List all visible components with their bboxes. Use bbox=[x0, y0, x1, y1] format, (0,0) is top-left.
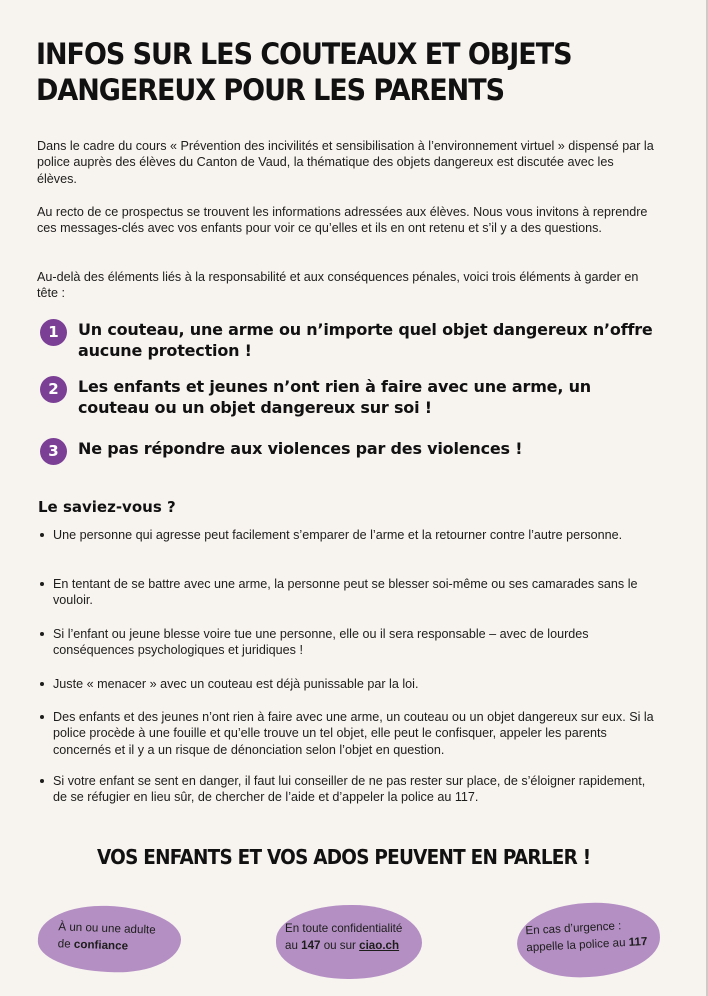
ciao-link[interactable]: ciao.ch bbox=[359, 939, 400, 952]
bubble-line: En cas d’urgence : bbox=[525, 919, 622, 938]
list-item-text: En tentant de se battre avec une arme, la personne peut se blesser soi-même ou ses camarades sans le vouloir. bbox=[53, 577, 638, 608]
bubble-confidential bbox=[276, 905, 422, 979]
bubble-text: appelle la police au bbox=[525, 935, 630, 955]
bubble-line: En toute confidentialité bbox=[285, 922, 403, 935]
bubble-text: au bbox=[285, 939, 302, 952]
cta-heading: VOS ENFANTS ET VOS ADOS PEUVENT EN PARLER ! bbox=[97, 845, 591, 869]
list-item-text: Juste « menacer » avec un couteau est déjà punissable par la loi. bbox=[53, 677, 419, 691]
list-item-text: Une personne qui agresse peut facilement s’emparer de l’arme et la retourner contre l’autre personne. bbox=[53, 528, 623, 542]
number-badge-2: 2 bbox=[40, 376, 67, 403]
bubble-trusted-adult bbox=[37, 904, 182, 975]
list-item bbox=[38, 773, 658, 806]
bubble-text: de bbox=[57, 937, 75, 951]
bullet-icon bbox=[40, 682, 44, 686]
intro-paragraph-2: Au recto de ce prospectus se trouvent les informations adressées aux élèves. Nous vous invitons à reprendre ces messages-clés avec vos enfants pour voir ce qu’elles et ils en ont retenu et s’il y a des questions. bbox=[37, 205, 648, 236]
intro-paragraph-1: Dans le cadre du cours « Prévention des incivilités et sensibilisation à l’environnement virtuel » dispensé par la police auprès des élèves du Canton de Vaud, la thématique des objets dangereux est discutée avec les élèves. bbox=[37, 139, 654, 186]
list-item bbox=[38, 576, 658, 609]
emergency-number: 117 bbox=[628, 934, 648, 949]
list-item bbox=[38, 527, 658, 543]
bullet-icon bbox=[40, 779, 44, 783]
bullet-icon bbox=[40, 715, 44, 719]
intro-paragraph-3: Au-delà des éléments liés à la responsabilité et aux conséquences pénales, voici trois éléments à garder en tête : bbox=[37, 270, 639, 301]
list-item bbox=[38, 626, 658, 659]
list-item-text: Si l’enfant ou jeune blesse voire tue une personne, elle ou il sera responsable – avec de lourdes conséquences psychologiques et juridiques ! bbox=[53, 627, 589, 658]
bubble-text: ou sur bbox=[320, 939, 360, 952]
page-title: INFOS SUR LES COUTEAUX ET OBJETS DANGEREUX POUR LES PARENTS bbox=[36, 37, 572, 107]
key-point-1 bbox=[40, 319, 680, 361]
list-item bbox=[38, 676, 658, 692]
list-item-text: Si votre enfant se sent en danger, il faut lui conseiller de ne pas rester sur place, de s’éloigner rapidement, de se réfugier en lieu sûr, de chercher de l’aide et d’appeler la police au 117. bbox=[53, 774, 646, 805]
bubble-line: À un ou une adulte bbox=[58, 920, 156, 937]
number-badge-1: 1 bbox=[40, 319, 67, 346]
bubble-emergency bbox=[515, 899, 662, 980]
did-you-know-heading: Le saviez-vous ? bbox=[38, 498, 176, 516]
bullet-icon bbox=[40, 632, 44, 636]
list-item-text: Des enfants et des jeunes n’ont rien à faire avec une arme, un couteau ou un objet dangereux sur eux. Si la police procède à une fouille et qu’elle trouve un tel objet, elle peut le confisquer, appeler les parents concernés et il y a un risque de dénonciation selon l’objet en question. bbox=[53, 710, 654, 757]
hotline-number: 147 bbox=[301, 939, 321, 952]
list-item bbox=[38, 709, 658, 758]
key-point-text: Un couteau, une arme ou n’importe quel objet dangereux n’offre aucune protection ! bbox=[78, 320, 653, 360]
number-badge-3: 3 bbox=[40, 438, 67, 465]
bubble-line bbox=[58, 935, 182, 956]
key-point-text: Ne pas répondre aux violences par des violences ! bbox=[78, 439, 523, 458]
key-point-3 bbox=[40, 438, 680, 465]
key-point-2 bbox=[40, 376, 680, 418]
bullet-icon bbox=[40, 533, 44, 537]
bubble-emphasis: confiance bbox=[73, 937, 129, 953]
bullet-icon bbox=[40, 582, 44, 586]
bubble-line bbox=[285, 937, 422, 954]
key-point-text: Les enfants et jeunes n’ont rien à faire avec une arme, un couteau ou un objet dangereux sur soi ! bbox=[78, 377, 591, 417]
